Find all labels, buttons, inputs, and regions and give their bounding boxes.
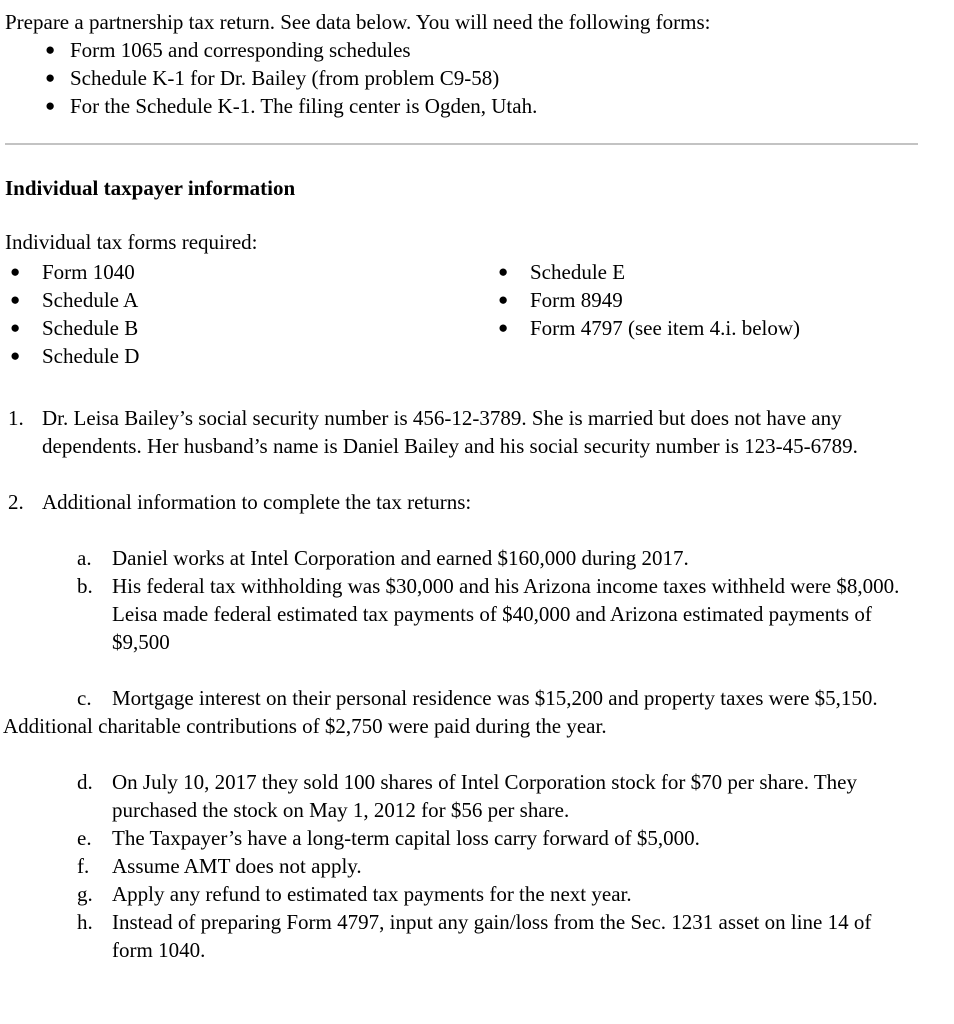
item-letter: c. (77, 686, 92, 710)
page-title: Individual taxpayer information (5, 176, 296, 200)
item-letter: e. (77, 826, 92, 850)
item-letter: b. (77, 574, 93, 598)
bullet-icon: ● (45, 40, 56, 59)
forms-left-column (10, 258, 139, 370)
bullet-icon: ● (10, 318, 21, 337)
list-item (498, 314, 800, 342)
item-text: The Taxpayer’s have a long-term capital loss carry forward of $5,000. (112, 826, 700, 850)
list-item (10, 286, 139, 314)
bullet-icon: ● (498, 318, 509, 337)
lettered-item-f (0, 852, 954, 880)
list-item (0, 92, 954, 120)
item-text: Mortgage interest on their personal residence was $15,200 and property taxes were $5,150. (112, 686, 878, 710)
section-divider (5, 143, 918, 145)
list-item-label: Form 8949 (530, 288, 623, 312)
paragraph-spacer (0, 656, 954, 684)
list-item-label: Schedule E (530, 260, 626, 284)
bullet-icon: ● (498, 262, 509, 281)
item-text: Assume AMT does not apply. (112, 854, 362, 878)
charitable-contributions-note: Additional charitable contributions of $2,750 were paid during the year. (3, 714, 607, 738)
lettered-item-c (0, 684, 954, 712)
forms-right-column (498, 258, 800, 342)
list-item-label: Schedule B (42, 316, 139, 340)
forms-left-list (10, 258, 139, 370)
lettered-item-g (0, 880, 954, 908)
list-item (10, 342, 139, 370)
list-item-label: Form 1040 (42, 260, 135, 284)
paragraph-spacer (0, 460, 954, 488)
item-text: Dr. Leisa Bailey’s social security number is 456-12-3789. She is married but does not have any dependents. Her husband’s name is Daniel Bailey and his social security number is 123-45-6789. (42, 406, 858, 458)
list-item (10, 258, 139, 286)
list-item (0, 64, 954, 92)
intro-forms-list (0, 36, 954, 120)
bullet-icon: ● (45, 68, 56, 87)
item-number: 2. (8, 490, 24, 514)
item-text: On July 10, 2017 they sold 100 shares of Intel Corporation stock for $70 per share. They purchased the stock on May 1, 2012 for $56 per share. (112, 770, 857, 822)
item-letter: d. (77, 770, 93, 794)
forms-right-list (498, 258, 800, 342)
item-text: Instead of preparing Form 4797, input any gain/loss from the Sec. 1231 asset on line 14 of form 1040. (112, 910, 872, 962)
list-item (498, 286, 800, 314)
list-item (10, 314, 139, 342)
list-item-label: Form 1065 and corresponding schedules (70, 38, 411, 62)
item-text: Apply any refund to estimated tax payments for the next year. (112, 882, 632, 906)
lettered-sub-list-c (0, 684, 954, 712)
item-letter: h. (77, 910, 93, 934)
item-letter: g. (77, 882, 93, 906)
intro-paragraph: Prepare a partnership tax return. See data below. You will need the following forms: (5, 10, 711, 34)
list-item-label: Form 4797 (see item 4.i. below) (530, 316, 801, 340)
list-item (498, 258, 800, 286)
forms-required-label: Individual tax forms required: (5, 230, 258, 254)
numbered-item-2 (0, 488, 954, 516)
item-letter: f. (77, 854, 90, 878)
bullet-icon: ● (45, 96, 56, 115)
list-item-label: Schedule A (42, 288, 139, 312)
numbered-instruction-list-2 (0, 488, 954, 516)
numbered-instruction-list (0, 404, 954, 460)
paragraph-spacer (0, 516, 954, 544)
forms-two-column-layout (0, 258, 954, 374)
lettered-item-h (0, 908, 954, 964)
item-text: Daniel works at Intel Corporation and earned $160,000 during 2017. (112, 546, 689, 570)
numbered-item-1 (0, 404, 954, 460)
lettered-sub-list-ab (0, 544, 954, 656)
item-text: Additional information to complete the tax returns: (42, 490, 472, 514)
list-item-label: For the Schedule K-1. The filing center is Ogden, Utah. (70, 94, 538, 118)
bullet-icon: ● (498, 290, 509, 309)
lettered-item-a (0, 544, 954, 572)
lettered-item-d (0, 768, 954, 824)
list-item-label: Schedule K-1 for Dr. Bailey (from problem C9-58) (70, 66, 500, 90)
item-letter: a. (77, 546, 92, 570)
bullet-icon: ● (10, 346, 21, 365)
lettered-item-b (0, 572, 954, 656)
item-number: 1. (8, 406, 24, 430)
bullet-icon: ● (10, 262, 21, 281)
item-text: His federal tax withholding was $30,000 and his Arizona income taxes withheld were $8,000. Leisa made federal estimated tax payments of $40,000 and Arizona estimated payments of $9,500 (112, 574, 900, 654)
paragraph-spacer (0, 740, 954, 768)
lettered-item-e (0, 824, 954, 852)
list-item-label: Schedule D (42, 344, 140, 368)
list-item (0, 36, 954, 64)
lettered-sub-list-dh (0, 768, 954, 964)
bullet-icon: ● (10, 290, 21, 309)
